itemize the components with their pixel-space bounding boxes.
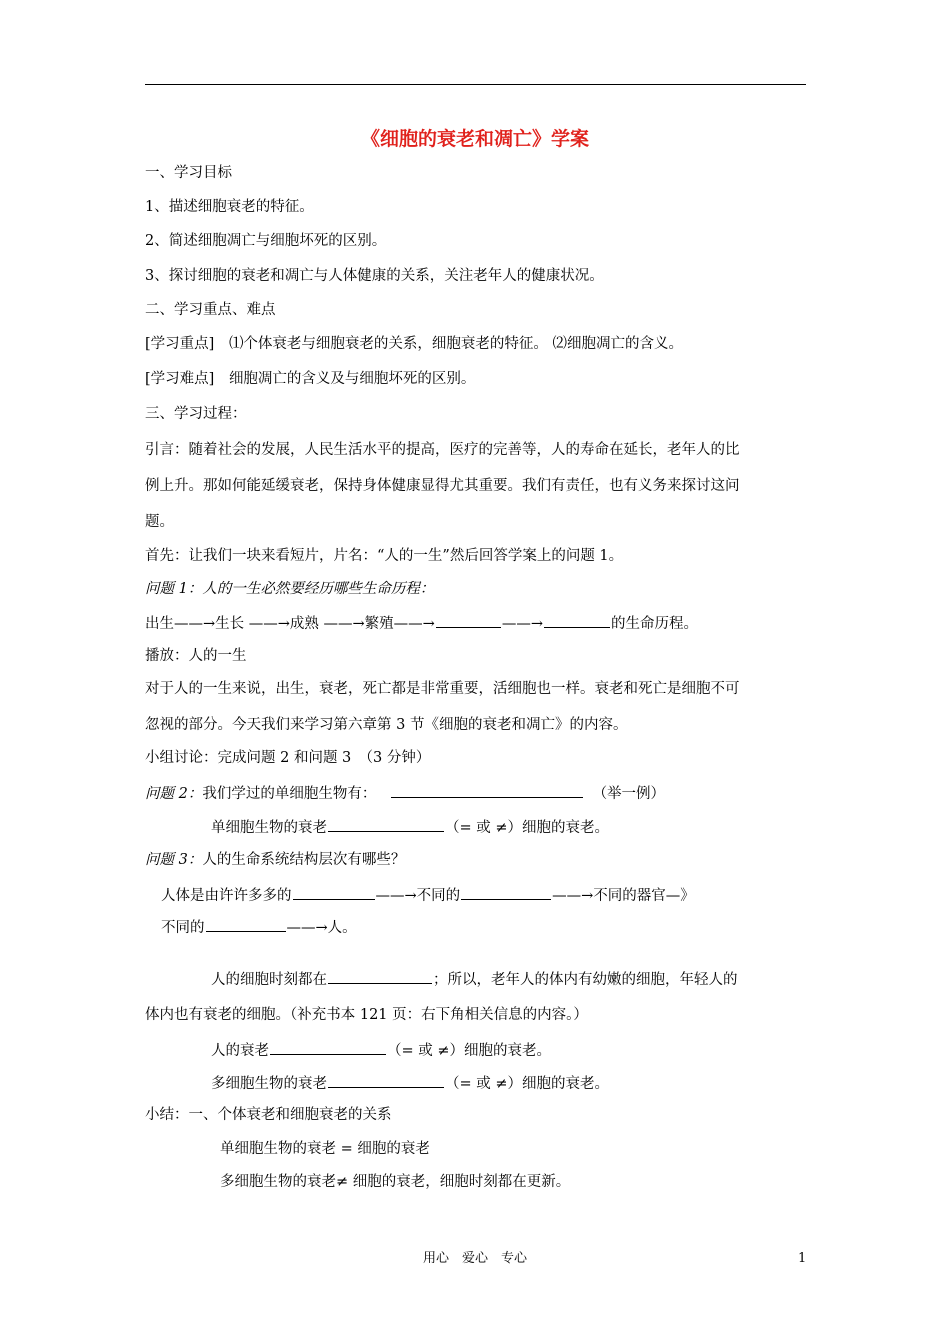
question-3-label: 问题 3： [145, 852, 203, 868]
section-key-points-heading: 二、学习重点、难点 [145, 302, 276, 318]
unicellular-aging-label: 单细胞生物的衰老 [211, 820, 327, 836]
answer-blank-systems[interactable] [206, 916, 286, 932]
hierarchy-start: 人体是由许许多多的 [161, 888, 292, 904]
key-point-label: [学习重点] [145, 336, 215, 352]
life-flow-line [145, 612, 698, 634]
section-process-heading: 三、学习过程： [145, 406, 247, 422]
life-flow-start: 出生——→生长 ——→成熟 ——→繁殖——→ [145, 616, 435, 632]
answer-blank-cells[interactable] [293, 884, 375, 900]
hierarchy-tissue: ——→不同的 [375, 888, 461, 904]
footer-motto: 用心 爱心 专心 [422, 1251, 527, 1266]
cell-renewal-line [211, 968, 738, 990]
section-objectives-heading: 一、学习目标 [145, 165, 232, 181]
objective-2: 2、简述细胞凋亡与细胞坏死的区别。 [145, 233, 387, 249]
question-1: 问题 1：人的一生必然要经历哪些生命历程： [145, 581, 435, 597]
question-2-tail: （举一例） [592, 786, 666, 802]
hierarchy-line-2 [161, 916, 357, 938]
human-compare-line [211, 1039, 551, 1061]
answer-blank-stage-5[interactable] [436, 612, 501, 628]
question-3-text: 人的生命系统结构层次有哪些？ [202, 852, 406, 868]
intro-line-2: 例上升。那如何能延缓衰老，保持身体健康显得尤其重要。我们有责任，也有义务来探讨这问 [145, 478, 740, 494]
human-aging-label: 人的衰老 [211, 1043, 269, 1059]
compare-options: （= 或 ≠）细胞的衰老。 [387, 1043, 552, 1059]
cell-renewal-line-2: 体内也有衰老的细胞。（补充书本 121 页：右下角相关信息的内容。） [145, 1007, 588, 1023]
cell-renewal-end: ；所以，老年人的体内有幼嫩的细胞，年轻人的 [433, 972, 738, 988]
unicellular-compare-line [211, 816, 609, 838]
summary-line-1: 单细胞生物的衰老 = 细胞的衰老 [220, 1141, 430, 1157]
compare-options: （= 或 ≠）细胞的衰老。 [445, 1076, 610, 1092]
question-3-line [145, 850, 405, 870]
key-point-line [145, 334, 683, 354]
answer-blank-unicellular-compare[interactable] [328, 816, 444, 832]
objective-3: 3、探讨细胞的衰老和凋亡与人体健康的关系，关注老年人的健康状况。 [145, 268, 604, 284]
summary-heading: 小结：一、个体衰老和细胞衰老的关系 [145, 1107, 392, 1123]
multicellular-compare-line [211, 1072, 609, 1094]
hierarchy-human: ——→人。 [286, 920, 357, 936]
question-2-line [145, 782, 665, 804]
question-2-text: 我们学过的单细胞生物有： [202, 786, 377, 802]
objective-1: 1、描述细胞衰老的特征。 [145, 199, 314, 215]
first-instruction: 首先：让我们一块来看短片，片名：“人的一生”然后回答学案上的问题 1。 [145, 548, 624, 564]
answer-blank-unicellular-organism[interactable] [391, 782, 583, 798]
compare-options: （= 或 ≠）细胞的衰老。 [445, 820, 610, 836]
hierarchy-line-1 [161, 884, 695, 906]
cell-renewal-start: 人的细胞时刻都在 [211, 972, 327, 988]
play-video-line: 播放：人的一生 [145, 648, 247, 664]
group-discussion: 小组讨论：完成问题 2 和问题 3 （3 分钟） [145, 750, 431, 766]
difficulty-line [145, 369, 475, 389]
answer-blank-stage-6[interactable] [544, 612, 610, 628]
answer-blank-cell-renewal[interactable] [328, 968, 432, 984]
paragraph-line-1: 对于人的一生来说，出生，衰老，死亡都是非常重要，活细胞也一样。衰老和死亡是细胞不可 [145, 681, 740, 697]
question-2-label: 问题 2： [145, 786, 203, 802]
paragraph-line-2: 忽视的部分。今天我们来学习第六章第 3 节《细胞的衰老和凋亡》的内容。 [145, 717, 628, 733]
life-flow-arrow: ——→ [501, 616, 543, 632]
answer-blank-multicellular-compare[interactable] [328, 1072, 444, 1088]
intro-line-1: 引言：随着社会的发展，人民生活水平的提高，医疗的完善等，人的寿命在延长，老年人的比 [145, 442, 740, 458]
page-title: 《细胞的衰老和凋亡》学案 [360, 128, 589, 150]
answer-blank-human-compare[interactable] [270, 1039, 386, 1055]
answer-blank-tissues[interactable] [461, 884, 551, 900]
life-flow-end: 的生命历程。 [610, 616, 698, 632]
difficulty-label: [学习难点] [145, 371, 215, 387]
hierarchy-different: 不同的 [161, 920, 205, 936]
intro-line-3: 题。 [145, 514, 174, 530]
summary-line-2: 多细胞生物的衰老≠ 细胞的衰老，细胞时刻都在更新。 [220, 1174, 571, 1190]
page-number: 1 [798, 1251, 807, 1266]
hierarchy-organ: ——→不同的器官—》 [552, 888, 695, 904]
difficulty-text: 细胞凋亡的含义及与细胞坏死的区别。 [228, 371, 476, 387]
header-rule [145, 84, 806, 85]
multicellular-aging-label: 多细胞生物的衰老 [211, 1076, 327, 1092]
key-point-text: ⑴个体衰老与细胞衰老的关系，细胞衰老的特征。 ⑵细胞凋亡的含义。 [228, 336, 684, 352]
